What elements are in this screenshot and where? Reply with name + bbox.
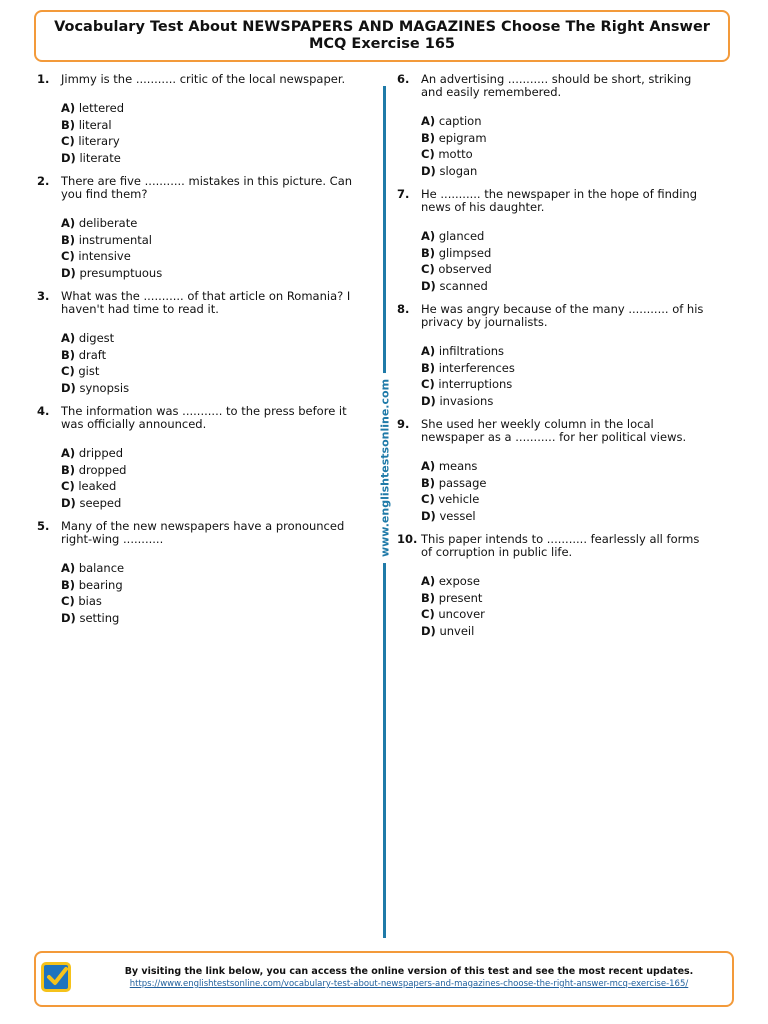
option-letter: C) bbox=[421, 147, 435, 161]
question-number: 4. bbox=[37, 404, 50, 418]
question-text: He ........... the newspaper in the hope of finding news of his daughter. bbox=[421, 187, 698, 214]
option-a[interactable] bbox=[421, 113, 714, 130]
option-letter: A) bbox=[61, 561, 76, 575]
option-a[interactable] bbox=[61, 445, 354, 462]
question-number: 8. bbox=[397, 302, 410, 316]
option-d[interactable] bbox=[421, 278, 714, 295]
question-text: Many of the new newspapers have a pronounced right-wing ........... bbox=[61, 519, 345, 546]
option-text: leaked bbox=[78, 479, 117, 493]
option-text: bias bbox=[78, 594, 102, 608]
question-3 bbox=[34, 290, 354, 396]
option-text: literary bbox=[78, 134, 120, 148]
option-b[interactable] bbox=[421, 245, 714, 262]
option-b[interactable] bbox=[421, 130, 714, 147]
option-b[interactable] bbox=[61, 232, 354, 249]
option-c[interactable] bbox=[61, 593, 354, 610]
option-c[interactable] bbox=[421, 261, 714, 278]
option-c[interactable] bbox=[421, 146, 714, 163]
option-b[interactable] bbox=[421, 475, 714, 492]
title-box bbox=[34, 10, 730, 62]
option-b[interactable] bbox=[61, 577, 354, 594]
option-letter: A) bbox=[61, 331, 76, 345]
option-letter: C) bbox=[61, 249, 75, 263]
option-a[interactable] bbox=[61, 100, 354, 117]
option-c[interactable] bbox=[421, 606, 714, 623]
option-a[interactable] bbox=[421, 573, 714, 590]
option-text: presumptuous bbox=[79, 265, 163, 280]
question-text: Jimmy is the ........... critic of the local newspaper. bbox=[61, 72, 346, 86]
option-a[interactable] bbox=[421, 343, 714, 360]
option-letter: D) bbox=[421, 278, 436, 293]
option-text: vessel bbox=[439, 508, 476, 523]
option-text: deliberate bbox=[78, 216, 138, 230]
question-number: 9. bbox=[397, 417, 410, 431]
option-b[interactable] bbox=[61, 117, 354, 134]
option-letter: C) bbox=[61, 134, 75, 148]
option-letter: A) bbox=[421, 574, 436, 588]
option-text: interferences bbox=[438, 360, 515, 375]
option-text: slogan bbox=[439, 163, 478, 178]
option-letter: B) bbox=[61, 462, 76, 477]
option-text: dripped bbox=[78, 446, 124, 460]
question-number: 3. bbox=[37, 289, 50, 303]
option-text: draft bbox=[78, 347, 107, 362]
option-letter: A) bbox=[421, 229, 436, 243]
option-d[interactable] bbox=[61, 380, 354, 397]
footer-text bbox=[96, 966, 722, 990]
option-b[interactable] bbox=[61, 462, 354, 479]
option-text: motto bbox=[438, 147, 473, 161]
option-c[interactable] bbox=[61, 133, 354, 150]
question-6 bbox=[394, 73, 714, 179]
checkbox-icon bbox=[41, 962, 71, 992]
option-letter: D) bbox=[421, 163, 436, 178]
footer-box bbox=[34, 951, 734, 1007]
option-text: observed bbox=[438, 262, 492, 276]
question-number: 6. bbox=[397, 72, 410, 86]
option-text: balance bbox=[78, 561, 125, 575]
question-4 bbox=[34, 405, 354, 511]
option-letter: B) bbox=[61, 347, 76, 362]
option-a[interactable] bbox=[61, 215, 354, 232]
option-b[interactable] bbox=[61, 347, 354, 364]
option-letter: B) bbox=[421, 590, 436, 605]
option-text: interruptions bbox=[438, 377, 513, 391]
option-letter: C) bbox=[61, 479, 75, 493]
question-number: 1. bbox=[37, 72, 50, 86]
option-text: expose bbox=[438, 574, 480, 588]
option-c[interactable] bbox=[61, 363, 354, 380]
option-letter: D) bbox=[421, 623, 436, 638]
option-text: lettered bbox=[78, 101, 125, 115]
option-letter: D) bbox=[421, 508, 436, 523]
option-d[interactable] bbox=[421, 393, 714, 410]
option-d[interactable] bbox=[61, 150, 354, 167]
question-number: 5. bbox=[37, 519, 50, 533]
option-letter: D) bbox=[61, 380, 76, 395]
option-letter: C) bbox=[421, 262, 435, 276]
option-c[interactable] bbox=[421, 376, 714, 393]
option-letter: D) bbox=[61, 610, 76, 625]
option-letter: C) bbox=[421, 607, 435, 621]
option-text: glimpsed bbox=[438, 245, 492, 260]
option-text: dropped bbox=[78, 462, 127, 477]
option-text: seeped bbox=[79, 495, 122, 510]
option-letter: C) bbox=[421, 377, 435, 391]
option-d[interactable] bbox=[61, 265, 354, 282]
option-letter: C) bbox=[61, 594, 75, 608]
option-text: caption bbox=[438, 114, 482, 128]
option-a[interactable] bbox=[61, 560, 354, 577]
question-number: 10. bbox=[397, 532, 418, 546]
option-text: intensive bbox=[78, 249, 131, 263]
option-d[interactable] bbox=[421, 508, 714, 525]
option-text: unveil bbox=[439, 623, 475, 638]
option-text: passage bbox=[438, 475, 487, 490]
question-5 bbox=[34, 520, 354, 626]
option-c[interactable] bbox=[61, 248, 354, 265]
page-title: Vocabulary Test About NEWSPAPERS AND MAGAZINES Choose The Right Answer MCQ Exercise 165 bbox=[54, 19, 710, 52]
option-text: synopsis bbox=[79, 380, 130, 395]
option-d[interactable] bbox=[61, 610, 354, 627]
option-letter: A) bbox=[61, 101, 76, 115]
option-letter: D) bbox=[61, 495, 76, 510]
option-letter: B) bbox=[421, 130, 436, 145]
questions-column-left bbox=[34, 73, 354, 635]
option-text: present bbox=[438, 590, 483, 605]
option-a[interactable] bbox=[421, 458, 714, 475]
option-d[interactable] bbox=[421, 623, 714, 640]
question-number: 2. bbox=[37, 174, 50, 188]
question-number: 7. bbox=[397, 187, 410, 201]
option-letter: B) bbox=[421, 475, 436, 490]
option-letter: B) bbox=[421, 360, 436, 375]
option-text: epigram bbox=[438, 130, 487, 145]
option-letter: B) bbox=[421, 245, 436, 260]
option-letter: A) bbox=[421, 344, 436, 358]
option-text: infiltrations bbox=[438, 344, 505, 358]
question-text: There are five ........... mistakes in this picture. Can you find them? bbox=[61, 174, 353, 201]
option-letter: B) bbox=[61, 577, 76, 592]
option-text: glanced bbox=[438, 229, 485, 243]
option-c[interactable] bbox=[61, 478, 354, 495]
question-8 bbox=[394, 303, 714, 409]
question-1 bbox=[34, 73, 354, 166]
question-text: This paper intends to ........... fearlessly all forms of corruption in public life. bbox=[421, 532, 700, 559]
option-b[interactable] bbox=[421, 360, 714, 377]
option-letter: A) bbox=[421, 114, 436, 128]
option-letter: C) bbox=[421, 492, 435, 506]
option-text: gist bbox=[78, 364, 100, 378]
option-a[interactable] bbox=[421, 228, 714, 245]
option-b[interactable] bbox=[421, 590, 714, 607]
option-text: bearing bbox=[78, 577, 123, 592]
question-text: What was the ........... of that article on Romania? I haven't had time to read it. bbox=[61, 289, 351, 316]
option-text: instrumental bbox=[78, 232, 153, 247]
option-d[interactable] bbox=[421, 163, 714, 180]
option-letter: A) bbox=[61, 446, 76, 460]
option-text: means bbox=[438, 459, 478, 473]
option-letter: A) bbox=[421, 459, 436, 473]
option-d[interactable] bbox=[61, 495, 354, 512]
option-letter: B) bbox=[61, 232, 76, 247]
footer-notice: By visiting the link below, you can access the online version of this test and see the most recent updates. bbox=[124, 966, 694, 977]
footer-link[interactable]: https://www.englishtestsonline.com/vocabulary-test-about-newspapers-and-magazines-choose-the-right-answer-mcq-exercise-165/ bbox=[129, 979, 689, 989]
option-text: digest bbox=[78, 331, 115, 345]
question-7 bbox=[394, 188, 714, 294]
option-letter: D) bbox=[61, 150, 76, 165]
question-text: The information was ........... to the press before it was officially announced. bbox=[61, 404, 347, 431]
option-text: literal bbox=[78, 117, 112, 132]
option-letter: D) bbox=[421, 393, 436, 408]
question-text: He was angry because of the many ........... of his privacy by journalists. bbox=[421, 302, 704, 329]
option-letter: B) bbox=[61, 117, 76, 132]
question-2 bbox=[34, 175, 354, 281]
option-text: scanned bbox=[439, 278, 488, 293]
question-text: She used her weekly column in the local newspaper as a ........... for her political views. bbox=[421, 417, 687, 444]
option-text: literate bbox=[79, 150, 121, 165]
option-c[interactable] bbox=[421, 491, 714, 508]
option-a[interactable] bbox=[61, 330, 354, 347]
question-9 bbox=[394, 418, 714, 524]
option-text: uncover bbox=[438, 607, 485, 621]
questions-column-right bbox=[394, 73, 714, 648]
option-text: vehicle bbox=[438, 492, 480, 506]
option-text: invasions bbox=[439, 393, 494, 408]
option-letter: C) bbox=[61, 364, 75, 378]
question-text: An advertising ........... should be short, striking and easily remembered. bbox=[421, 72, 692, 99]
option-letter: A) bbox=[61, 216, 76, 230]
option-letter: D) bbox=[61, 265, 76, 280]
question-10 bbox=[394, 533, 714, 639]
watermark: www.englishtestsonline.com bbox=[379, 373, 392, 563]
option-text: setting bbox=[79, 610, 120, 625]
